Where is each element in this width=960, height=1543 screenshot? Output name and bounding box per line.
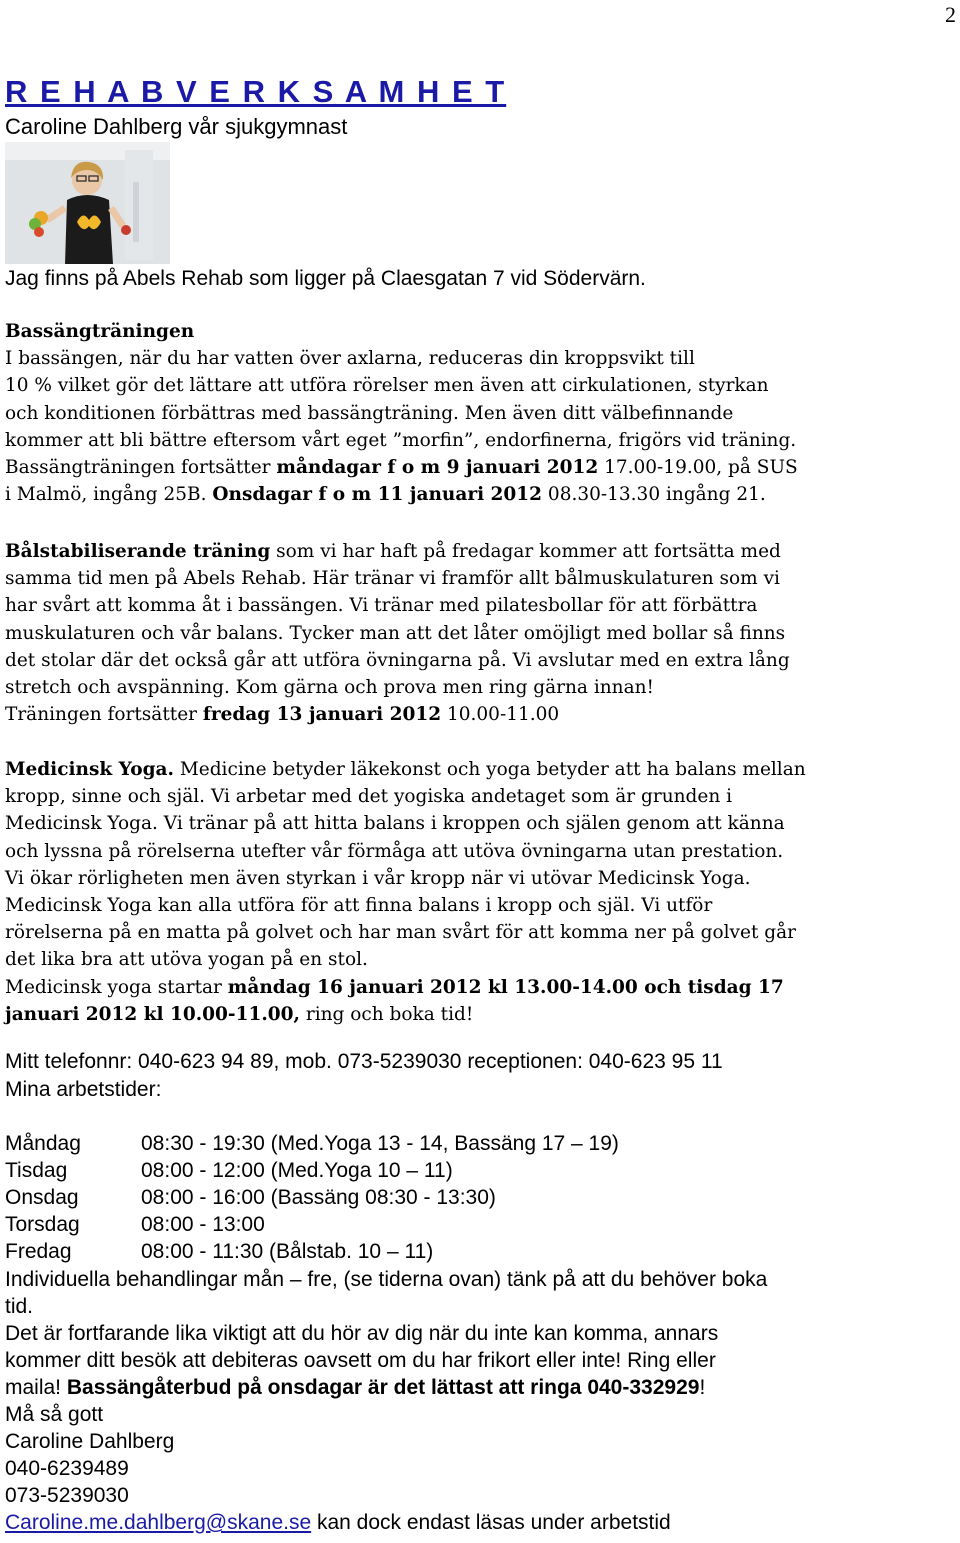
schedule-day: Måndag bbox=[5, 1132, 81, 1155]
notice-line: kommer ditt besök att debiteras oavsett om du har frikort eller inte! Ring eller bbox=[5, 1349, 716, 1372]
email-line: Caroline.me.dahlberg@skane.se kan dock endast läsas under arbetstid bbox=[5, 1511, 671, 1534]
schedule-time: 08:00 - 13:00 bbox=[141, 1213, 265, 1236]
individual-line: Individuella behandlingar mån – fre, (se tiderna ovan) tänk på att du behöver boka bbox=[5, 1268, 768, 1291]
schedule-time: 08:00 - 16:00 (Bassäng 08:30 - 13:30) bbox=[141, 1186, 496, 1209]
schedule-row bbox=[5, 1238, 960, 1265]
page-subtitle: Caroline Dahlberg vår sjukgymnast bbox=[5, 114, 348, 139]
yoga-section: Medicinsk Yoga. Medicine betyder läkekonst och yoga betyder att ha balans mellan kropp, sinne och själ. Vi arbetar med det yogiska andetaget som är grunden i Medicinsk Yoga. Vi tränar på att hitta balans i kroppen och själen genom att känna och lyssna på rörelserna utefter vår förmåga att utöva övningarna utan prestation. Vi ökar rörligheten men även styrkan i vår kropp när vi utövar Medicinsk Yoga. Medicinsk Yoga kan alla utföra för att finna balans i kropp och själ. Vi utför rörelserna på en matta på golvet och har man svårt för att komma ner på golvet går det lika bra att utöva yogan på en stol. Medicinsk yoga startar måndag 16 januari 2012 kl 13.00-14.00 och tisdag 17 januari 2012 kl 10.00-11.00, ring och boka tid! bbox=[5, 756, 960, 1028]
footer-section bbox=[5, 1266, 960, 1536]
bassang-schedule-monday: Bassängträningen fortsätter måndagar f o m 9 januari 2012 17.00-19.00, på SUS bbox=[5, 456, 798, 478]
yoga-line: Medicinsk Yoga. Vi tränar på att hitta balans i kroppen och själen genom att känna bbox=[5, 813, 785, 835]
bassang-heading: Bassängträningen bbox=[5, 321, 195, 342]
schedule-row bbox=[5, 1184, 960, 1211]
staff-photo-image bbox=[5, 142, 170, 264]
bassang-line: och konditionen förbättras med bassängträning. Men även ditt välbefinnande bbox=[5, 402, 734, 424]
balstab-line: muskulaturen och vår balans. Tycker man att det låter omöjligt med bollar så finns bbox=[5, 622, 786, 644]
balstab-line: det stolar där det också går att utföra övningarna på. Vi avslutar med en extra lång bbox=[5, 649, 790, 671]
yoga-line: rörelserna på en matta på golvet och har man svårt för att komma ner på golvet går bbox=[5, 922, 796, 944]
work-schedule bbox=[5, 1130, 960, 1265]
yoga-line: det lika bra att utöva yogan på en stol. bbox=[5, 949, 368, 971]
schedule-time: 08:30 - 19:30 (Med.Yoga 13 - 14, Bassäng 17 – 19) bbox=[141, 1132, 619, 1155]
balstab-heading: Bålstabiliserande träning bbox=[5, 541, 271, 562]
yoga-line: och lyssna på rörelserna utefter vår förmåga att utöva övningarna utan prestation. bbox=[5, 840, 784, 862]
bassang-line: 10 % vilket gör det lättare att utföra rörelser men även att cirkulationen, styrkan bbox=[5, 375, 769, 397]
balstab-section: Bålstabiliserande träning som vi har haft på fredagar kommer att fortsätta med samma tid men på Abels Rehab. Här tränar vi framför allt bålmuskulaturen som vi har svårt att komma åt i bassängen. Vi tränar med pilatesbollar för att förbättra muskulaturen och vår balans. Tycker man att det låter omöjligt med bollar så finns det stolar där det också går att utföra övningarna på. Vi avslutar med en extra lång stretch och avspänning. Kom gärna och prova men ring gärna innan! Träningen fortsätter fredag 13 januari 2012 10.00-11.00 bbox=[5, 538, 960, 728]
schedule-day: Fredag bbox=[5, 1240, 72, 1263]
schedule-row bbox=[5, 1130, 960, 1157]
email-link[interactable]: Caroline.me.dahlberg@skane.se bbox=[5, 1511, 312, 1534]
bassang-schedule-wednesday: i Malmö, ingång 25B. Onsdagar f o m 11 januari 2012 08.30-13.30 ingång 21. bbox=[5, 484, 766, 506]
schedule-day: Tisdag bbox=[5, 1159, 68, 1182]
notice-line: Det är fortfarande lika viktigt att du hör av dig när du inte kan komma, annars bbox=[5, 1322, 719, 1345]
signature-mobile: 073-5239030 bbox=[5, 1484, 129, 1507]
yoga-start: Medicinsk yoga startar måndag 16 januari 2012 kl 13.00-14.00 och tisdag 17 bbox=[5, 976, 784, 998]
hours-label: Mina arbetstider: bbox=[5, 1078, 162, 1101]
schedule-day: Torsdag bbox=[5, 1213, 80, 1236]
contact-phones: Mitt telefonnr: 040-623 94 89, mob. 073-5239030 receptionen: 040-623 95 11 bbox=[5, 1050, 723, 1073]
balstab-line: stretch och avspänning. Kom gärna och prova men ring gärna innan! bbox=[5, 676, 654, 698]
individual-line: tid. bbox=[5, 1295, 34, 1318]
bassang-section bbox=[5, 318, 960, 508]
notice-line: maila! Bassängåterbud på onsdagar är det lättast att ringa 040-332929! bbox=[5, 1376, 706, 1399]
bassang-line: kommer att bli bättre eftersom vårt eget ”morfin”, endorfinerna, frigörs vid träning. bbox=[5, 429, 797, 451]
page-title: R E H A B V E R K S A M H E T bbox=[5, 74, 507, 109]
yoga-line: Vi ökar rörligheten men även styrkan i vår kropp när vi utövar Medicinsk Yoga. bbox=[5, 867, 751, 889]
schedule-row bbox=[5, 1211, 960, 1238]
bassang-line: I bassängen, när du har vatten över axlarna, reduceras din kroppsvikt till bbox=[5, 348, 695, 370]
signature-phone: 040-6239489 bbox=[5, 1457, 129, 1480]
balstab-start: Träningen fortsätter fredag 13 januari 2012 10.00-11.00 bbox=[5, 704, 560, 726]
page-number: 2 bbox=[945, 2, 956, 27]
signature-name: Caroline Dahlberg bbox=[5, 1430, 175, 1453]
schedule-time: 08:00 - 12:00 (Med.Yoga 10 – 11) bbox=[141, 1159, 453, 1182]
balstab-line: har svårt att komma åt i bassängen. Vi tränar med pilatesbollar för att förbättra bbox=[5, 595, 758, 617]
intro-text: Jag finns på Abels Rehab som ligger på Claesgatan 7 vid Södervärn. bbox=[5, 267, 646, 290]
schedule-time: 08:00 - 11:30 (Bålstab. 10 – 11) bbox=[141, 1240, 434, 1263]
schedule-row bbox=[5, 1157, 960, 1184]
schedule-day: Onsdag bbox=[5, 1186, 79, 1209]
staff-photo bbox=[5, 142, 170, 264]
yoga-start-cont: januari 2012 kl 10.00-11.00, ring och boka tid! bbox=[5, 1003, 474, 1025]
yoga-line: kropp, sinne och själ. Vi arbetar med det yogiska andetaget som är grunden i bbox=[5, 786, 733, 808]
yoga-heading: Medicinsk Yoga. bbox=[5, 759, 174, 780]
balstab-line: samma tid men på Abels Rehab. Här tränar vi framför allt bålmuskulaturen som vi bbox=[5, 568, 780, 590]
yoga-line: Medicinsk Yoga kan alla utföra för att finna balans i kropp och själ. Vi utför bbox=[5, 894, 713, 916]
greeting: Må så gott bbox=[5, 1403, 104, 1426]
